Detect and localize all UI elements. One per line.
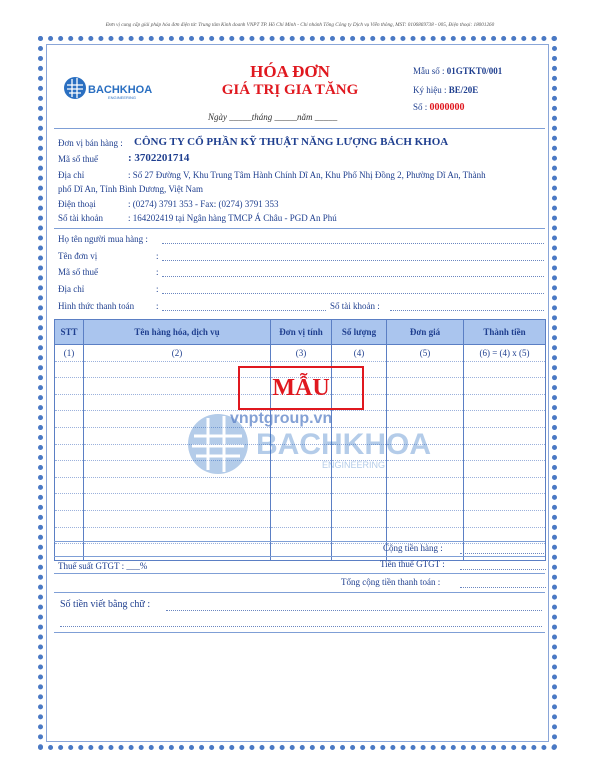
seller-account-value: : 164202419 tại Ngân hàng TMCP Á Châu - PGD An Phú [128,213,337,223]
amount-in-words-field-line2[interactable] [60,626,542,627]
seller-phone-value: : (0274) 3791 353 - Fax: (0274) 3791 353 [128,199,279,209]
buyer-unit-field[interactable] [162,260,544,261]
col-unit-price: Đơn giá [387,320,464,345]
colon: : [156,301,159,311]
amount-in-words-field[interactable] [166,610,542,611]
vat-rate: Thuế suất GTGT : ___% [58,561,148,571]
svg-text:ENGINEERING: ENGINEERING [108,95,137,100]
col-stt: STT [55,320,84,345]
payment-method-label: Hình thức thanh toán [58,301,135,311]
subtotal-field[interactable] [460,553,546,554]
colon: : [156,267,159,277]
watermark-url: vnptgroup.vn [230,410,333,427]
col-item-name: Tên hàng hóa, dịch vụ [84,320,271,345]
buyer-account-label: Số tài khoản : [330,301,380,311]
provider-note: Đơn vị cung cấp giải pháp hóa đơn điện tử: Trung tâm Kinh doanh VNPT TP. Hồ Chí Minh - Chi nhánh Tổng Công ty Dịch vụ Viễn thông, MST: 0106869738 - 005, Điện thoại: 18001260 [105,22,495,28]
seller-tax-label: Mã số thuế [58,154,98,164]
table-cell: (3) [271,345,332,362]
form-number: Mẫu số : 01GTKT0/001 [413,66,503,76]
seller-phone-label: Điện thoại [58,199,96,209]
seller-account-label: Số tài khoản [58,213,103,223]
seller-name-label: Đơn vị bán hàng : [58,138,123,148]
table-row[interactable] [55,494,546,511]
buyer-address-field[interactable] [162,293,544,294]
grand-total-label: Tổng cộng tiền thanh toán : [341,577,441,587]
col-unit: Đơn vị tính [271,320,332,345]
buyer-unit-label: Tên đơn vị [58,251,98,261]
invoice-subtitle: GIÁ TRỊ GIA TĂNG [221,82,359,98]
vat-amount-field[interactable] [460,569,546,570]
bachkhoa-logo-icon [62,74,158,104]
col-amount: Thành tiền [464,320,546,345]
invoice-title: HÓA ĐƠN [250,62,330,81]
table-row[interactable] [55,544,546,561]
divider [54,632,545,633]
subtotal-label: Cộng tiền hàng : [383,543,443,553]
table-header-row [55,320,546,345]
divider [54,592,545,593]
table-cell: (5) [387,345,464,362]
invoice-symbol: Ký hiệu : BE/20E [413,85,479,95]
seller-tax-value: : 3702201714 [128,152,190,164]
buyer-tax-label: Mã số thuế [58,267,98,277]
vat-amount-label: Tiền thuế GTGT : [380,559,445,569]
table-cell: (4) [332,345,387,362]
divider [54,228,545,229]
table-cell: (6) = (4) x (5) [464,345,546,362]
table-cell: (1) [55,345,84,362]
divider [54,541,545,542]
invoice-date: Ngày _____tháng _____năm _____ [208,112,338,122]
amount-in-words-label: Số tiền viết bằng chữ : [60,599,151,610]
payment-method-field[interactable] [162,310,326,311]
colon: : [156,284,159,294]
divider [54,573,545,574]
seller-address-label: Địa chỉ [58,170,85,180]
buyer-account-field[interactable] [390,310,544,311]
invoice-number: Số : 0000000 [413,102,465,113]
col-quantity: Số lượng [332,320,387,345]
svg-text:BACHKHOA: BACHKHOA [88,84,153,96]
divider [54,556,545,557]
table-index-row [55,345,546,362]
buyer-name-field[interactable] [162,243,544,244]
sample-stamp: MẪU [238,366,364,410]
buyer-tax-field[interactable] [162,276,544,277]
buyer-address-label: Địa chỉ [58,284,85,294]
seller-name: CÔNG TY CỔ PHẦN KỸ THUẬT NĂNG LƯỢNG BÁCH KHOA [134,136,449,148]
colon: : [156,251,159,261]
buyer-name-label: Họ tên người mua hàng : [58,234,148,244]
svg-text:ENGINEERING: ENGINEERING [322,460,386,470]
grand-total-field[interactable] [460,587,546,588]
svg-text:BACHKHOA: BACHKHOA [256,428,431,461]
table-cell: (2) [84,345,271,362]
seller-address-line2: phố Dĩ An, Tỉnh Bình Dương, Việt Nam [58,184,204,194]
seller-address-line1: : Số 27 Đường V, Khu Trung Tâm Hành Chính Dĩ An, Khu Phố Nhị Đồng 2, Phường Dĩ An, Thành [128,170,486,180]
table-row[interactable] [55,510,546,527]
divider [54,128,545,129]
